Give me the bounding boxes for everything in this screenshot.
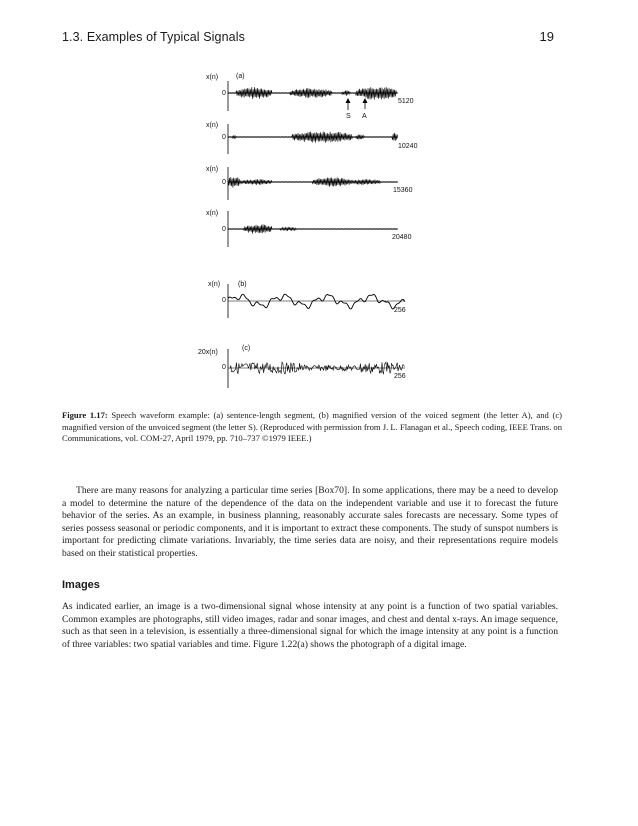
panel-5-end: 256 [394, 307, 406, 314]
panel-2-ylabel: x(n) [206, 122, 219, 129]
waveform-panel-6 [198, 345, 406, 388]
speech-waveform-figure [0, 0, 638, 400]
panel-1-zero: 0 [222, 90, 226, 97]
panel-3-zero: 0 [222, 179, 226, 186]
panel-6-tag: (c) [242, 345, 251, 352]
panel-5-zero: 0 [222, 297, 226, 304]
marker-a-arrow-icon [363, 98, 368, 103]
marker-s-arrow-icon [346, 98, 351, 103]
body-paragraph-time-series: There are many reasons for analyzing a particular time series [Box70]. In some applications, there may be a need to develop a model to determine the nature of the dependence of the data on the independent variable and use it to forecast the future behavior of the series. As an example, in business planning, reasonably accurate sales forecasts are necessary. Some types of series possess seasonal or periodic components, and it is important to extract these components. The study of sunspot numbers is important for predicting climate variations. Invariably, the time series data are noisy, and their representations require models based on their statistical properties. [62, 485, 558, 559]
panel-6-end: 256 [394, 373, 406, 380]
waveform-panel-5 [208, 281, 406, 318]
panel-4-waveform [228, 224, 397, 233]
panel-3-waveform [228, 177, 397, 187]
marker-s-label: S [346, 113, 351, 120]
panel-2-zero: 0 [222, 134, 226, 141]
panel-4-end: 20480 [392, 234, 412, 241]
figure-caption-label: Figure 1.17: [62, 410, 108, 420]
waveform-panel-3 [206, 166, 413, 200]
panel-2-end: 10240 [398, 143, 418, 150]
panel-4-ylabel: x(n) [206, 210, 219, 217]
waveform-panel-2 [206, 122, 418, 154]
panel-1-ylabel: x(n) [206, 74, 219, 81]
panel-1-end: 5120 [398, 98, 414, 105]
panel-5-waveform [228, 294, 405, 309]
panel-5-ylabel: x(n) [208, 281, 221, 288]
panel-5-tag: (b) [238, 281, 247, 288]
panel-6-ylabel: 20x(n) [198, 349, 218, 356]
figure-caption-text: Speech waveform example: (a) sentence-length segment, (b) magnified version of the voiced segment (the letter A), and (c) magnified version of the unvoiced segment (the letter S). (Reproduced with permission from J. L. Flanagan et al., Speech coding, IEEE Trans. on Communications, vol. COM-27, April 1979, pp. 710–737 ©1979 IEEE.) [62, 410, 562, 444]
body-paragraph-images: As indicated earlier, an image is a two-dimensional signal whose intensity at any point is a function of two spatial variables. Common examples are photographs, still video images, radar and sonar images, and chest and dental x-rays. An image sequence, such as that seen in a television, is essentially a three-dimensional signal for which the image intensity at any point is a function of three variables: two spatial variables and time. Figure 1.22(a) shows the photograph of a digital image. [62, 601, 558, 650]
running-head: 1.3. Examples of Typical Signals [62, 30, 245, 44]
panel-3-end: 15360 [393, 187, 413, 194]
marker-a-label: A [362, 113, 367, 120]
panel-1-tag: (a) [236, 73, 245, 80]
section-heading-images: Images [62, 579, 100, 591]
panel-3-ylabel: x(n) [206, 166, 219, 173]
waveform-panel-4 [206, 210, 412, 247]
waveform-panel-1 [206, 73, 414, 120]
panel-6-zero: 0 [222, 364, 226, 371]
page-number: 19 [539, 29, 554, 44]
panel-4-zero: 0 [222, 226, 226, 233]
figure-caption [62, 410, 562, 445]
